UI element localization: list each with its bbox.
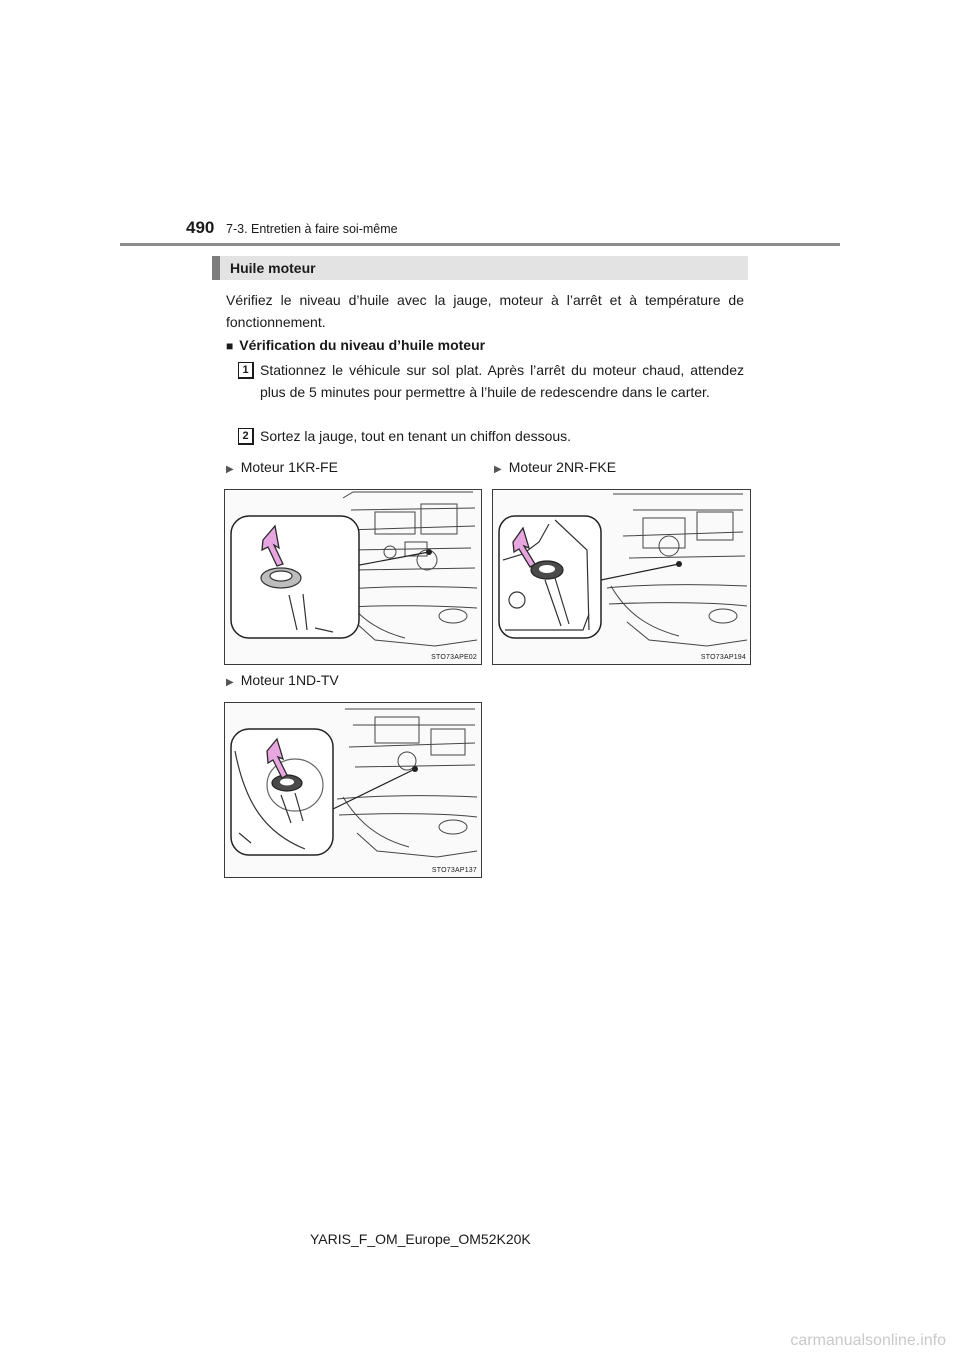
figure-code: STO73AP194 <box>700 654 746 661</box>
chapter-title: 7-3. Entretien à faire soi-même <box>226 222 398 236</box>
page-number: 490 <box>186 218 215 237</box>
watermark: carmanualsonline.info <box>790 1332 946 1349</box>
header-divider <box>120 243 840 246</box>
engine-figure-2nr <box>492 489 751 665</box>
step-number-1: 1 <box>238 362 254 379</box>
square-bullet-icon: ■ <box>226 339 234 353</box>
figure-code: STO73APE02 <box>431 654 477 661</box>
figure-code: STO73AP137 <box>431 867 477 874</box>
subheading-text: Vérification du niveau d’huile moteur <box>239 337 486 353</box>
section-title: Huile moteur <box>230 260 316 276</box>
figure-label-1kr: ▶ Moteur 1KR-FE <box>226 459 338 475</box>
section-heading <box>212 256 748 280</box>
intro-paragraph: Vérifiez le niveau d’huile avec la jauge, moteur à l’arrêt et à température de fonctionnement. <box>226 292 744 330</box>
triangle-bullet-icon: ▶ <box>226 677 234 688</box>
engine-figure-1nd <box>224 702 482 878</box>
subheading <box>226 337 485 353</box>
engine-bay-illustration <box>225 490 481 664</box>
triangle-bullet-icon: ▶ <box>494 464 502 475</box>
document-id: YARIS_F_OM_Europe_OM52K20K <box>310 1231 531 1247</box>
step-number-2: 2 <box>238 428 254 445</box>
figure-label-1nd: ▶ Moteur 1ND-TV <box>226 672 339 688</box>
engine-bay-illustration <box>225 703 481 877</box>
engine-figure-1kr <box>224 489 482 665</box>
figure-label-2nr: ▶ Moteur 2NR-FKE <box>494 459 617 475</box>
engine-bay-illustration <box>493 490 750 664</box>
triangle-bullet-icon: ▶ <box>226 464 234 475</box>
step-text-2: Sortez la jauge, tout en tenant un chiffon dessous. <box>260 428 572 444</box>
step-text-1: Stationnez le véhicule sur sol plat. Après l’arrêt du moteur chaud, attendez plus de 5 minutes pour permettre à l’huile de redescendre dans le carter. <box>260 362 744 400</box>
